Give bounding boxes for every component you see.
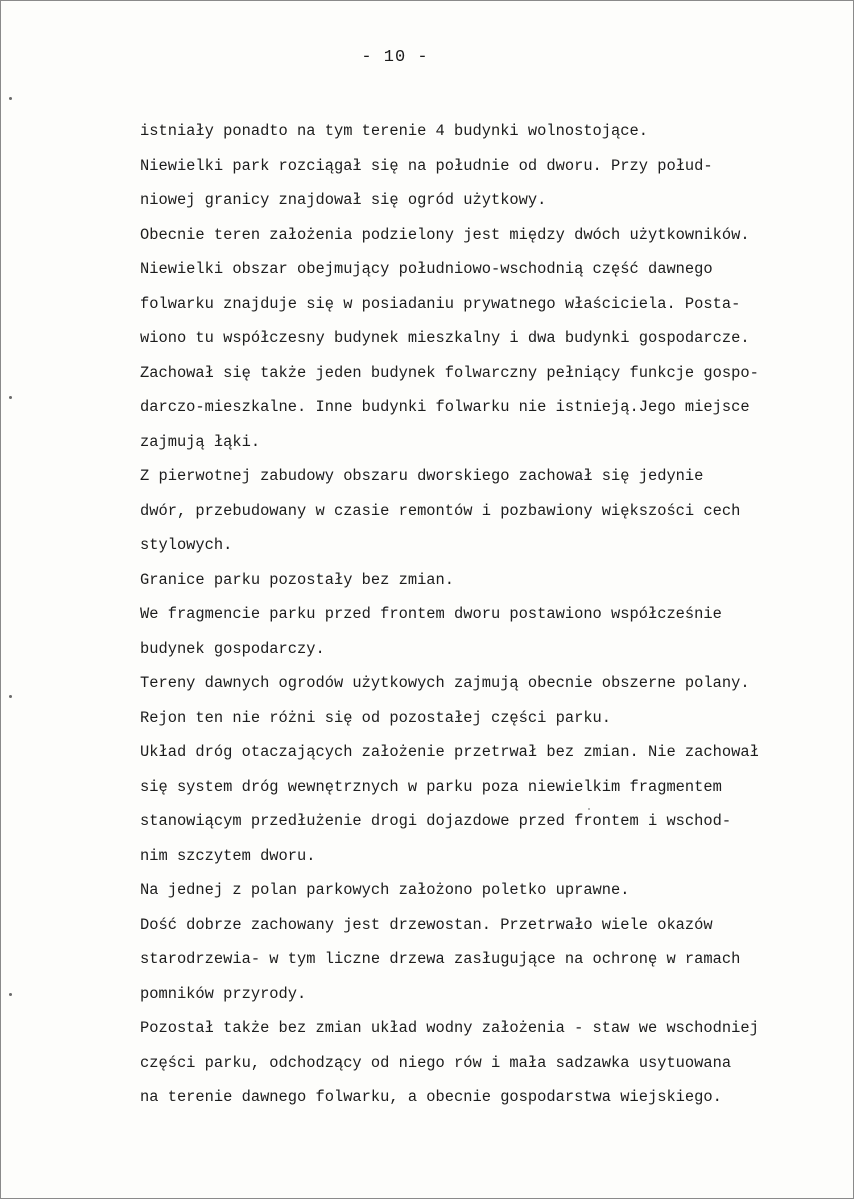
text-line: Na jednej z polan parkowych założono poletko uprawne.	[140, 881, 630, 899]
text-line: pomników przyrody.	[140, 984, 307, 1003]
text-line: Obecnie teren założenia podzielony jest między dwóch użytkowników.	[140, 225, 750, 244]
text-line: We fragmencie parku przed frontem dworu postawiono współcześnie	[140, 605, 722, 623]
text-line: nim szczytem dworu.	[140, 846, 316, 865]
text-line: folwarku znajduje się w posiadaniu prywatnego właściciela. Posta-	[140, 294, 741, 313]
text-line: istniały ponadto na tym terenie 4 budynki wolnostojące.	[140, 122, 648, 140]
text-line: stanowiącym przedłużenie drogi dojazdowe przed frontem i wschod-	[140, 812, 732, 830]
text-line: Granice parku pozostały bez zmian.	[140, 570, 455, 589]
text-line: darczo-mieszkalne. Inne budynki folwarku nie istnieją.Jego miejsce	[140, 398, 750, 416]
text-line: stylowych.	[140, 536, 233, 554]
text-line: wiono tu współczesny budynek mieszkalny i dwa budynki gospodarcze.	[140, 329, 750, 347]
text-line: Zachował się także jeden budynek folwarczny pełniący funkcje gospo-	[140, 363, 759, 382]
binding-hole-mark	[9, 695, 12, 698]
text-line: Rejon ten nie różni się od pozostałej części parku.	[140, 708, 612, 727]
text-line: Pozostał także bez zmian układ wodny założenia - staw we wschodniej	[140, 1019, 759, 1037]
text-line: starodrzewia- w tym liczne drzewa zasługujące na ochronę w ramach	[140, 950, 741, 968]
text-line: na terenie dawnego folwarku, a obecnie gospodarstwa wiejskiego.	[140, 1088, 722, 1106]
text-line: Z pierwotnej zabudowy obszaru dworskiego zachował się jedynie	[140, 467, 704, 485]
text-line: Niewielki park rozciągał się na południe od dworu. Przy połud-	[140, 156, 713, 175]
text-line: zajmują łąki.	[140, 432, 261, 451]
text-line: Układ dróg otaczających założenie przetrwał bez zmian. Nie zachował	[140, 743, 759, 761]
text-line: Niewielki obszar obejmujący południowo-wschodnią część dawnego	[140, 260, 713, 278]
text-line: części parku, odchodzący od niego rów i mała sadzawka usytuowana	[140, 1053, 732, 1072]
text-line: niowej granicy znajdował się ogród użytkowy.	[140, 191, 547, 209]
body-text	[140, 118, 840, 1119]
text-line: dwór, przebudowany w czasie remontów i pozbawiony większości cech	[140, 501, 741, 520]
binding-hole-mark	[9, 993, 12, 996]
page-number: - 10 -	[361, 48, 429, 67]
binding-hole-mark	[9, 396, 12, 399]
binding-hole-mark	[9, 97, 12, 100]
text-line: się system dróg wewnętrznych w parku poza niewielkim fragmentem	[140, 777, 722, 796]
text-line: Tereny dawnych ogrodów użytkowych zajmują obecnie obszerne polany.	[140, 674, 750, 692]
text-line: budynek gospodarczy.	[140, 639, 325, 658]
text-line: Dość dobrze zachowany jest drzewostan. Przetrwało wiele okazów	[140, 915, 713, 934]
